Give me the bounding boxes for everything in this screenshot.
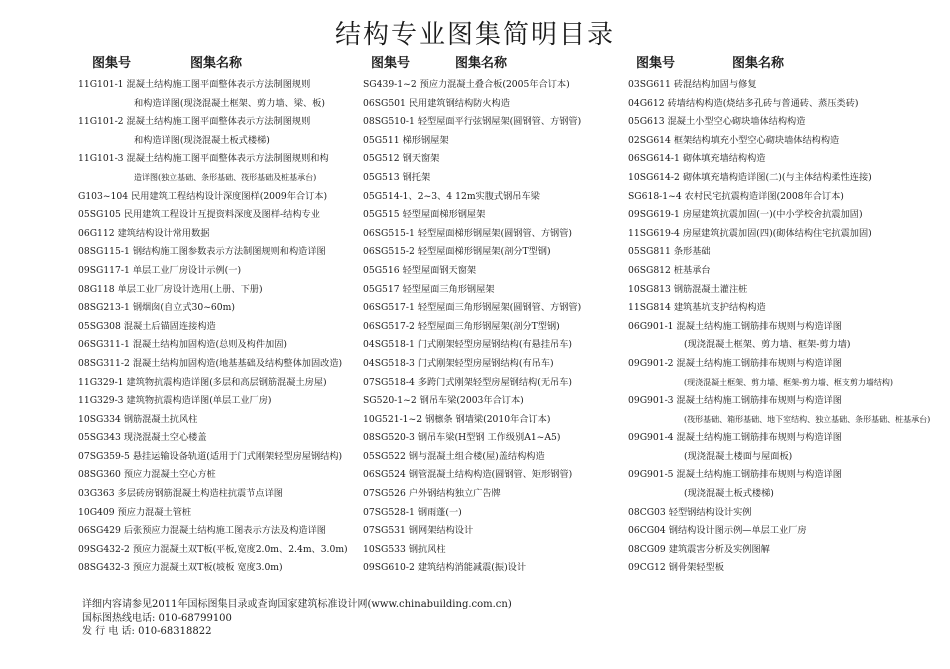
atlas-code: 09G901-3	[628, 395, 674, 407]
atlas-code: 09G901-4	[628, 432, 674, 444]
atlas-code: 05SG522	[363, 450, 406, 462]
footer-info	[82, 598, 512, 639]
atlas-code: 08SG311-2	[78, 357, 130, 369]
atlas-name: 钢吊车梁(2003年合订本)	[419, 395, 524, 407]
catalog-entry	[363, 225, 625, 244]
atlas-code: 05SG308	[78, 320, 121, 332]
atlas-name: 钢结构施工图参数表示方法制图规则和构造详图	[132, 246, 326, 258]
catalog-entry	[363, 336, 625, 355]
atlas-code: SG618-1~4	[628, 190, 682, 202]
atlas-code: 05G517	[363, 283, 400, 295]
atlas-code: 11G329-3	[78, 395, 124, 407]
catalog-entry	[363, 281, 625, 300]
column-header	[78, 52, 368, 72]
atlas-name-continued: 和构造详图(现浇混凝土框架、剪力墙、梁、板)	[134, 97, 325, 109]
footer-note: 详细内容请参见2011年国标图集目录或查询国家建筑标准设计网(www.chinabuilding.com.cn)	[82, 599, 512, 610]
atlas-code: 09SG619-1	[628, 209, 680, 221]
catalog-entry	[363, 504, 625, 523]
atlas-code: 08SG520-3	[363, 432, 415, 444]
atlas-name: 建筑物抗震构造详图(多层和高层钢筋混凝土房屋)	[126, 376, 327, 388]
atlas-code: 06SG517-1	[363, 302, 415, 314]
atlas-name: 砖混结构加固与修复	[673, 79, 757, 90]
catalog-list	[78, 76, 368, 578]
atlas-name: 轻型屋面三角形钢屋架(剖分T型钢)	[417, 320, 560, 332]
catalog-entry	[78, 466, 368, 485]
atlas-name: 桩基承台	[673, 264, 711, 276]
catalog-entry	[78, 281, 368, 300]
header-name: 图集名称	[190, 56, 243, 71]
header-name: 图集名称	[732, 56, 785, 71]
atlas-code: 06G901-1	[628, 320, 674, 332]
catalog-entry	[628, 95, 940, 114]
column-1	[78, 52, 368, 578]
atlas-name: 门式刚架轻型房屋钢结构(有悬挂吊车)	[417, 339, 572, 351]
atlas-code: 07SG528-1	[363, 506, 415, 518]
atlas-code: 04G612	[628, 97, 665, 109]
atlas-name: 多跨门式刚架轻型房屋钢结构(无吊车)	[417, 376, 572, 388]
catalog-entry	[363, 411, 625, 430]
atlas-code: 08SG432-3	[78, 562, 130, 574]
atlas-code: 11G101-2	[78, 116, 124, 128]
atlas-name: 混凝土结构施工钢筋排布规则与构造详图	[676, 395, 842, 407]
catalog-entry	[78, 336, 368, 355]
atlas-name: 混凝土小型空心砌块墙体结构构造	[667, 116, 806, 128]
catalog-entry	[363, 466, 625, 485]
catalog-entry	[78, 411, 368, 430]
catalog-entry	[628, 150, 940, 169]
catalog-entry	[628, 355, 940, 374]
catalog-entry	[363, 95, 625, 114]
atlas-code: 10SG614-2	[628, 171, 680, 183]
atlas-name-continued: (筏形基础、箱形基础、地下室结构、独立基础、条形基础、桩基承台)	[684, 414, 931, 424]
catalog-entry	[78, 448, 368, 467]
catalog-entry	[628, 132, 940, 151]
atlas-name: 砌体填充墙结构构造	[682, 153, 766, 165]
catalog-entry	[628, 299, 940, 318]
catalog-entry	[363, 448, 625, 467]
catalog-entry	[363, 150, 625, 169]
catalog-entry	[78, 206, 368, 225]
atlas-code: 09SG432-2	[78, 543, 130, 555]
atlas-code: 11G329-1	[78, 376, 124, 388]
atlas-code: 04SG518-1	[363, 339, 415, 351]
catalog-entry	[363, 299, 625, 318]
atlas-name: 建筑震害分析及实例图解	[668, 543, 770, 555]
catalog-entry	[628, 559, 940, 578]
catalog-entry	[363, 374, 625, 393]
atlas-name: 混凝土结构施工钢筋排布规则与构造详图	[676, 320, 842, 332]
header-code: 图集号	[636, 56, 676, 71]
atlas-name: 混凝土结构施工钢筋排布规则与构造详图	[676, 432, 842, 444]
atlas-code: 02SG614	[628, 134, 671, 146]
catalog-entry	[628, 169, 940, 188]
atlas-name: 多层砖房钢筋混凝土构造柱抗震节点详图	[117, 488, 283, 500]
catalog-entry	[78, 188, 368, 207]
header-name: 图集名称	[455, 56, 508, 71]
atlas-name-continued: 造详图(独立基础、条形基础、筏形基础及桩基承台)	[134, 172, 317, 182]
atlas-name: 建筑物抗震构造详图(单层工业厂房)	[126, 395, 272, 407]
catalog-entry	[78, 541, 368, 560]
catalog-entry	[628, 392, 940, 411]
atlas-code: 11G101-3	[78, 153, 124, 165]
catalog-entry	[363, 392, 625, 411]
catalog-entry	[628, 243, 940, 262]
atlas-code: 06SG614-1	[628, 153, 680, 165]
atlas-code: 09G901-2	[628, 357, 674, 369]
atlas-name: 混凝土结构加固构造(地基基础及结构整体加固改造)	[132, 357, 343, 369]
catalog-entry	[78, 374, 368, 393]
atlas-code: 06SG517-2	[363, 320, 415, 332]
atlas-code: 06SG429	[78, 525, 121, 537]
atlas-name: 钢与混凝土组合楼(屋)盖结构构造	[408, 450, 545, 462]
atlas-name-continued: (现浇混凝土楼面与屋面板)	[684, 450, 793, 462]
atlas-code: 11SG814	[628, 302, 671, 314]
atlas-name: 悬挂运输设备轨道(适用于门式刚架轻型房屋钢结构)	[132, 450, 343, 462]
atlas-code: 05G511	[363, 134, 400, 146]
catalog-entry	[78, 225, 368, 244]
atlas-name: 钢天窗架	[402, 153, 440, 165]
atlas-name: 轻型屋面梯形钢屋架(圆钢管、方钢管)	[417, 227, 572, 239]
page-title: 结构专业图集简明目录	[334, 20, 615, 50]
catalog-entry	[78, 113, 368, 132]
catalog-entry	[78, 522, 368, 541]
catalog-entry	[363, 318, 625, 337]
catalog-entry	[78, 76, 368, 95]
catalog-entry	[363, 169, 625, 188]
atlas-code: SG520-1~2	[363, 395, 417, 407]
atlas-name: 钢雨蓬(一)	[417, 506, 462, 518]
catalog-entry	[363, 522, 625, 541]
catalog-entry	[628, 76, 940, 95]
atlas-code: 05SG105	[78, 209, 121, 221]
column-header	[628, 52, 940, 72]
atlas-name: 农村民宅抗震构造详图(2008年合订本)	[684, 190, 844, 202]
catalog-entry	[363, 206, 625, 225]
atlas-code: 09SG117-1	[78, 264, 130, 276]
column-header	[363, 52, 625, 72]
atlas-name: 条形基础	[673, 246, 711, 258]
atlas-code: 07SG526	[363, 488, 406, 500]
catalog-entry	[363, 243, 625, 262]
atlas-name: 钢吊车梁(H型钢 工作级别A1~A5)	[417, 432, 561, 444]
catalog-entry	[78, 243, 368, 262]
atlas-name: 现浇混凝土空心楼盖	[123, 432, 207, 444]
catalog-entry	[78, 559, 368, 578]
catalog-entry	[363, 541, 625, 560]
atlas-name: 混凝土结构施工图平面整体表示方法制图规则	[126, 79, 311, 90]
atlas-name: 预应力混凝土叠合板(2005年合订本)	[419, 79, 570, 90]
atlas-name-continued: (现浇混凝土框架、剪力墙、框架-剪力墙)	[684, 339, 851, 351]
atlas-code: 05G513	[363, 171, 400, 183]
atlas-code: 06SG501	[363, 97, 406, 109]
atlas-code: 10G409	[78, 506, 115, 518]
atlas-code: 07SG518-4	[363, 376, 415, 388]
atlas-code: G103~104	[78, 190, 129, 202]
atlas-code: 05SG811	[628, 246, 671, 258]
atlas-name: 混凝土后锚固连接构造	[123, 320, 216, 332]
atlas-name: 钢檩条 钢墙梁(2010年合订本)	[425, 413, 551, 425]
catalog-entry	[363, 76, 625, 95]
atlas-code: 06CG04	[628, 525, 666, 537]
atlas-name: 预应力混凝土空心方桩	[123, 469, 216, 481]
atlas-name: 预应力混凝土管桩	[117, 506, 192, 518]
atlas-name: 钢管混凝土结构构造(圆钢管、矩形钢管)	[408, 469, 573, 481]
catalog-entry	[78, 392, 368, 411]
atlas-name: 民用建筑钢结构防火构造	[408, 97, 510, 109]
atlas-name: 钢抗风柱	[408, 543, 446, 555]
catalog-entry	[628, 318, 940, 337]
atlas-code: 10SG533	[363, 543, 406, 555]
atlas-code: 05G516	[363, 264, 400, 276]
catalog-entry	[363, 132, 625, 151]
atlas-name: 预应力混凝土双T板(坡板 宽度3.0m)	[132, 562, 283, 574]
catalog-entry	[363, 485, 625, 504]
column-3	[628, 52, 940, 578]
catalog-entry	[628, 262, 940, 281]
atlas-name: 建筑结构设计常用数据	[117, 227, 210, 239]
atlas-name: 钢筋混凝土灌注桩	[673, 283, 748, 295]
atlas-name: 房屋建筑抗震加固(四)(砌体结构住宅抗震加固)	[682, 227, 872, 239]
catalog-entry	[78, 429, 368, 448]
catalog-entry	[628, 541, 940, 560]
atlas-name: 轻型屋面平行弦钢屋架(圆钢管、方钢管)	[417, 116, 582, 128]
catalog-entry	[363, 559, 625, 578]
atlas-code: 05SG343	[78, 432, 121, 444]
catalog-entry	[363, 188, 625, 207]
atlas-name: 框架结构填充小型空心砌块墙体结构构造	[673, 134, 840, 146]
catalog-entry	[78, 355, 368, 374]
atlas-name: 混凝土结构施工钢筋排布规则与构造详图	[676, 469, 842, 481]
atlas-name: 户外钢结构独立广告牌	[408, 488, 501, 500]
atlas-name: 房屋建筑抗震加固(一)(中小学校舍抗震加固)	[682, 209, 863, 221]
catalog-entry	[628, 429, 940, 448]
catalog-entry	[78, 262, 368, 281]
atlas-name: 轻型屋面三角形钢屋架	[402, 283, 495, 295]
atlas-code: 08SG510-1	[363, 116, 415, 128]
atlas-code: 08SG360	[78, 469, 121, 481]
catalog-entry	[78, 504, 368, 523]
atlas-name: 钢烟囱(自立式30~60m)	[132, 302, 235, 314]
catalog-entry	[78, 150, 368, 169]
atlas-name: 轻型屋面三角形钢屋架(圆钢管、方钢管)	[417, 302, 582, 314]
atlas-code: 05G613	[628, 116, 665, 128]
atlas-name: 混凝土结构施工钢筋排布规则与构造详图	[676, 357, 842, 369]
atlas-name: 钢托架	[402, 171, 431, 183]
hotline-phone: 国标图热线电话: 010-68799100	[82, 612, 232, 624]
catalog-entry	[78, 299, 368, 318]
distribution-phone: 发 行 电 话: 010-68318822	[82, 626, 212, 637]
atlas-code: 05G515	[363, 209, 400, 221]
atlas-code: 11G101-1	[78, 79, 124, 90]
atlas-code: 08G118	[78, 283, 115, 295]
atlas-code: 05G514-1、2~3、4	[363, 190, 453, 202]
atlas-code: 10SG813	[628, 283, 671, 295]
atlas-code: 10G521-1~2	[363, 413, 423, 425]
catalog-entry	[628, 522, 940, 541]
atlas-name: 梯形钢屋架	[402, 134, 449, 146]
atlas-code: 07SG359-5	[78, 450, 130, 462]
atlas-name: 12m实腹式钢吊车梁	[455, 190, 540, 202]
atlas-code: 09CG12	[628, 562, 666, 574]
atlas-code: 06SG515-1	[363, 227, 415, 239]
atlas-name: 钢网架结构设计	[408, 525, 474, 537]
atlas-name: 轻型屋面梯形钢屋架(剖分T型钢)	[417, 246, 551, 258]
atlas-name: 砖墙结构构造(烧结多孔砖与普通砖、蒸压类砖)	[667, 97, 859, 109]
atlas-code: 06SG524	[363, 469, 406, 481]
atlas-code: 06SG515-2	[363, 246, 415, 258]
atlas-name: 后张预应力混凝土结构施工图表示方法及构造详图	[123, 525, 326, 537]
catalog-entry	[628, 206, 940, 225]
catalog-entry	[363, 262, 625, 281]
atlas-name: 砌体填充墙构造详图(二)(与主体结构柔性连接)	[682, 171, 872, 183]
catalog-entry	[628, 281, 940, 300]
atlas-code: 09SG610-2	[363, 562, 415, 574]
column-2	[363, 52, 625, 578]
atlas-name: 混凝土结构加固构造(总则及构件加固)	[132, 339, 287, 351]
atlas-code: SG439-1~2	[363, 79, 417, 90]
atlas-name: 钢筋混凝土抗风柱	[123, 413, 198, 425]
catalog-entry	[628, 466, 940, 485]
atlas-name-continued: (现浇混凝土框架、剪力墙、框架-剪力墙、框支剪力墙结构)	[684, 377, 893, 387]
atlas-name: 单层工业厂房设计示例(一)	[132, 264, 242, 276]
catalog-entry	[628, 113, 940, 132]
atlas-code: 05G512	[363, 153, 400, 165]
atlas-name: 民用建筑工程结构设计深度图样(2009年合订本)	[131, 190, 328, 202]
atlas-name-continued: (现浇混凝土板式楼梯)	[684, 488, 774, 500]
catalog-entry	[628, 225, 940, 244]
atlas-code: 11SG619-4	[628, 227, 680, 239]
atlas-name: 建筑基坑支护结构构造	[673, 302, 766, 314]
catalog-entry	[363, 355, 625, 374]
atlas-code: 08CG09	[628, 543, 666, 555]
catalog-list	[363, 76, 625, 578]
atlas-code: 03SG611	[628, 79, 671, 90]
atlas-name: 混凝土结构施工图平面整体表示方法制图规则	[126, 116, 311, 128]
catalog-entry	[628, 188, 940, 207]
atlas-code: 09G901-5	[628, 469, 674, 481]
atlas-code: 06SG812	[628, 264, 671, 276]
atlas-code: 06SG311-1	[78, 339, 130, 351]
atlas-code: 08CG03	[628, 506, 666, 518]
catalog-entry	[363, 429, 625, 448]
header-code: 图集号	[371, 56, 411, 71]
atlas-name: 门式刚架轻型房屋钢结构(有吊车)	[417, 357, 554, 369]
atlas-code: 10SG334	[78, 413, 121, 425]
catalog-entry	[78, 485, 368, 504]
atlas-name: 混凝土结构施工图平面整体表示方法制图规则和构	[126, 153, 329, 165]
atlas-name: 轻型屋面梯形钢屋架	[402, 209, 486, 221]
atlas-name: 民用建筑工程设计互提资料深度及图样-结构专业	[123, 209, 320, 221]
atlas-code: 08SG115-1	[78, 246, 130, 258]
atlas-name: 钢骨架轻型板	[668, 562, 724, 574]
atlas-code: 07SG531	[363, 525, 406, 537]
atlas-name: 轻型钢结构设计实例	[668, 506, 752, 518]
catalog-entry	[78, 318, 368, 337]
catalog-list	[628, 76, 940, 578]
atlas-name: 轻型屋面钢天窗架	[402, 264, 477, 276]
atlas-name: 单层工业厂房设计选用(上册、下册)	[117, 283, 263, 295]
atlas-name: 预应力混凝土双T板(平板,宽度2.0m、2.4m、3.0m)	[132, 543, 348, 555]
atlas-code: 08SG213-1	[78, 302, 130, 314]
catalog-entry	[628, 504, 940, 523]
atlas-name: 建筑结构消能减震(振)设计	[417, 562, 527, 574]
atlas-code: 03G363	[78, 488, 115, 500]
catalog-entry	[363, 113, 625, 132]
atlas-name-continued: 和构造详图(现浇混凝土板式楼梯)	[134, 134, 270, 146]
header-code: 图集号	[92, 56, 132, 71]
atlas-code: 04SG518-3	[363, 357, 415, 369]
atlas-name: 钢结构设计图示例—单层工业厂房	[668, 525, 807, 537]
atlas-code: 06G112	[78, 227, 115, 239]
